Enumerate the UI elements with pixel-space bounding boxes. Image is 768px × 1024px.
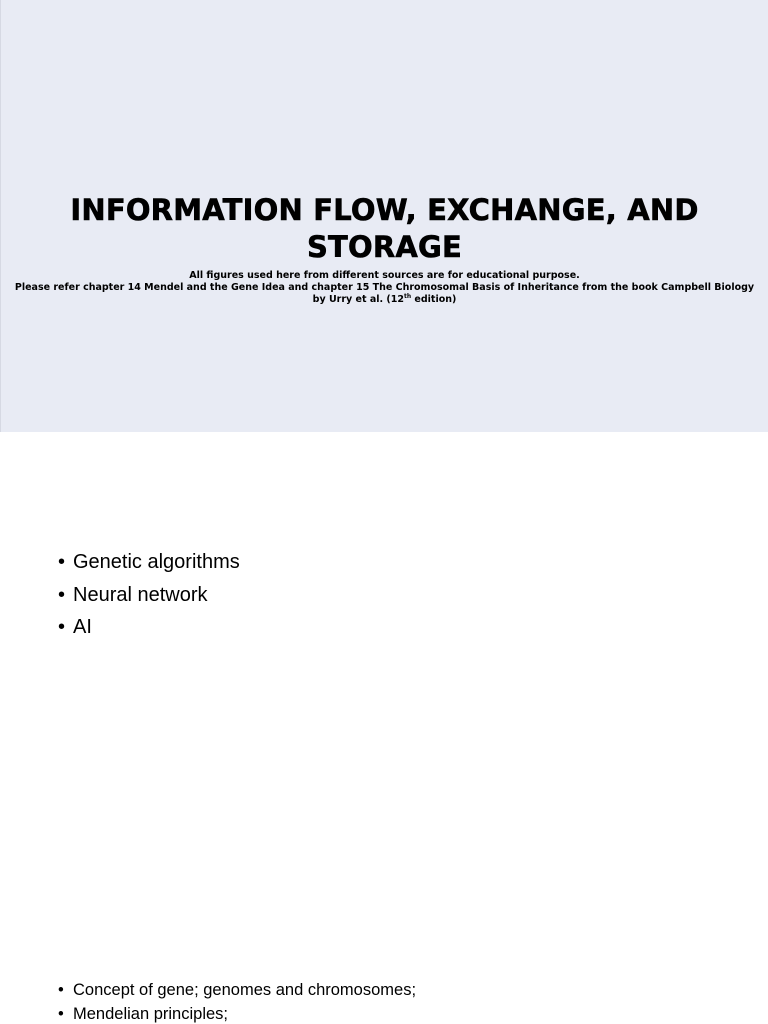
bullet-icon: • — [58, 616, 66, 638]
title-slide — [0, 0, 768, 432]
bullet-icon: • — [58, 981, 64, 999]
list-item — [58, 548, 240, 581]
note-line-1: All figures used here from different sources are for educational purpose. — [189, 270, 580, 281]
slide-title: INFORMATION FLOW, EXCHANGE, AND STORAGE — [70, 193, 699, 264]
list-item — [58, 613, 240, 646]
bullet-list-concepts — [58, 979, 416, 1024]
note-line-2-text: Please refer chapter 14 Mendel and the Gene Idea and chapter 15 The Chromosomal Basis of Inheritance from the book Campbell Biology by Urry et al. (12 — [14, 282, 755, 305]
bullet-icon: • — [58, 583, 66, 606]
bullet-list-topics — [58, 548, 240, 646]
bullet-icon: • — [58, 551, 66, 573]
note-line-2 — [15, 282, 754, 305]
note-line-2-superscript: th — [403, 292, 412, 300]
title-block — [9, 192, 760, 306]
list-item — [58, 979, 416, 1003]
note-line-2-end: edition) — [411, 294, 457, 305]
list-item-text: Mendelian principles; — [73, 1005, 229, 1023]
bullet-icon: • — [58, 1005, 64, 1023]
list-item-text: AI — [73, 616, 92, 638]
list-item-text: Concept of gene; genomes and chromosomes; — [73, 981, 417, 999]
list-item-text: Genetic algorithms — [73, 551, 240, 573]
list-item — [58, 1003, 416, 1024]
slide-note — [9, 270, 760, 306]
list-item-text: Neural network — [73, 583, 208, 606]
list-item — [58, 581, 240, 614]
